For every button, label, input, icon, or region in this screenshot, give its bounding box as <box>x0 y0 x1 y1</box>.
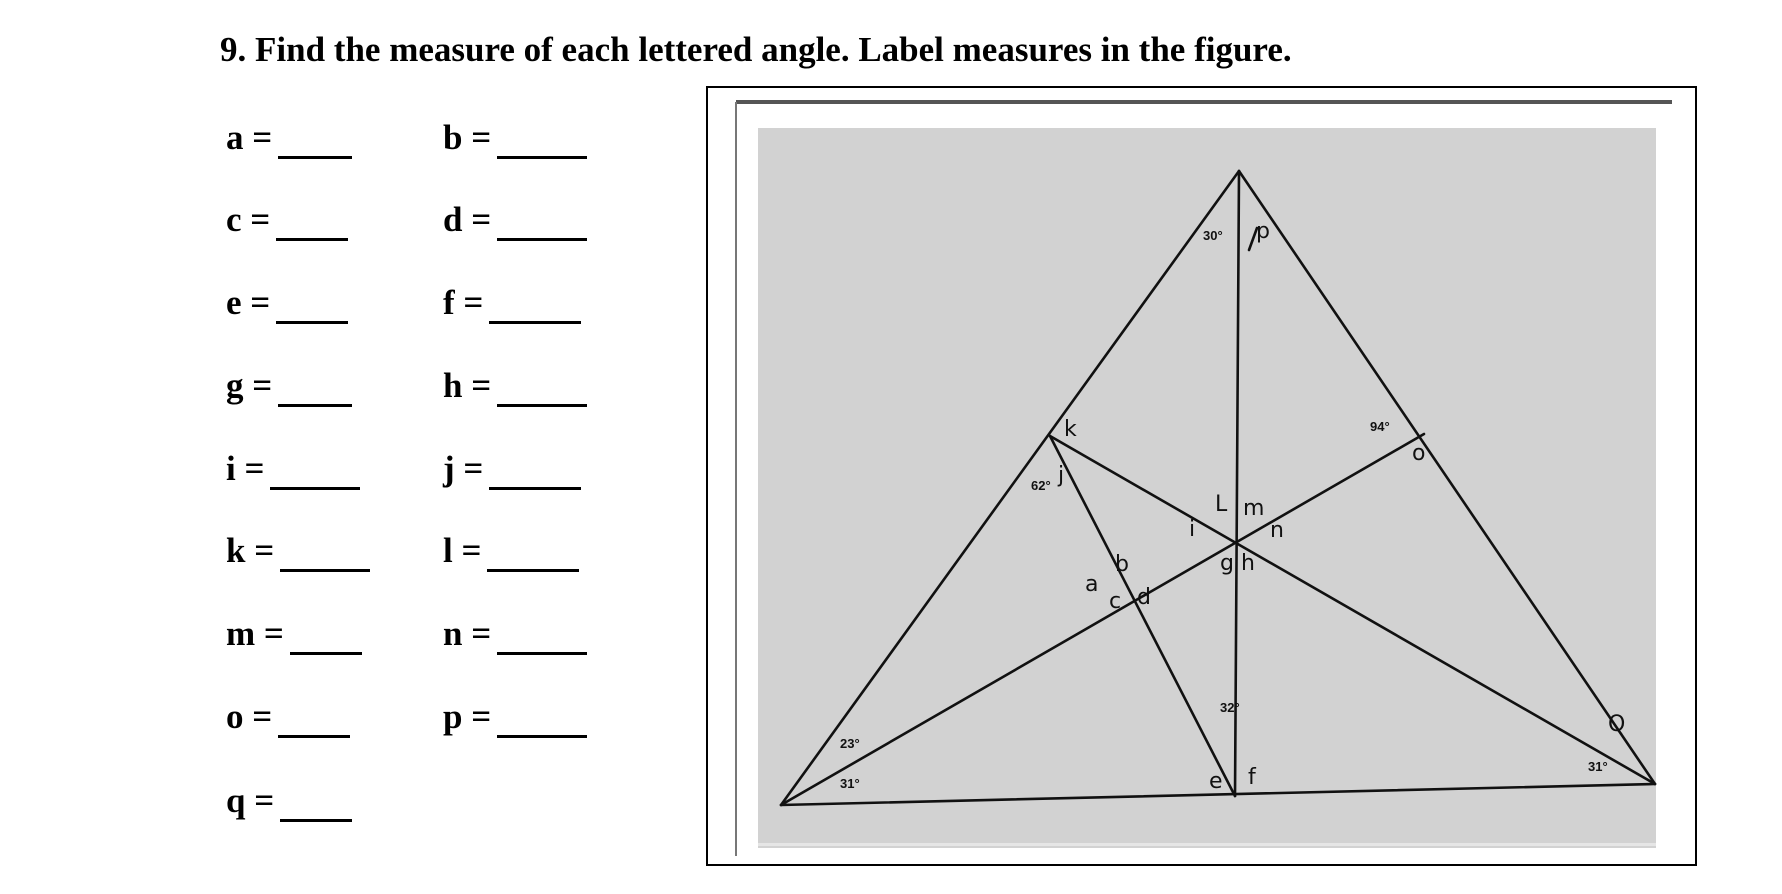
answer-c-blank[interactable] <box>276 206 348 241</box>
figure-frame <box>706 86 1697 866</box>
answer-e-blank[interactable] <box>276 289 348 324</box>
answer-b-blank[interactable] <box>497 124 587 159</box>
answer-b[interactable] <box>443 117 587 159</box>
angle-23: 23° <box>840 736 860 751</box>
answer-m[interactable] <box>226 613 362 655</box>
answer-d[interactable] <box>443 199 587 241</box>
answer-p-blank[interactable] <box>497 703 587 738</box>
letter-o: o <box>1412 441 1426 466</box>
answer-m-label: m = <box>226 614 284 653</box>
letter-q: Q <box>1608 712 1626 737</box>
answer-a-label: a = <box>226 118 273 157</box>
answer-j-label: j = <box>443 449 484 488</box>
answer-n-blank[interactable] <box>497 620 587 655</box>
answer-k[interactable] <box>226 530 370 572</box>
answer-a-blank[interactable] <box>278 124 352 159</box>
answer-h[interactable] <box>443 365 587 407</box>
answer-k-label: k = <box>226 531 275 570</box>
letter-f: f <box>1248 765 1256 790</box>
answer-o[interactable] <box>226 696 350 738</box>
letter-p: p <box>1256 219 1270 244</box>
answer-f-label: f = <box>443 283 484 322</box>
answer-p-label: p = <box>443 697 492 736</box>
angle-30: 30° <box>1203 228 1223 243</box>
angle-62: 62° <box>1031 478 1051 493</box>
angle-94: 94° <box>1370 419 1390 434</box>
angle-31-right: 31° <box>1588 759 1608 774</box>
letter-e: e <box>1209 769 1223 794</box>
answer-n-label: n = <box>443 614 492 653</box>
answer-c[interactable] <box>226 199 348 241</box>
letter-n: n <box>1270 518 1284 543</box>
letter-m: m <box>1243 496 1265 521</box>
answer-h-blank[interactable] <box>497 372 587 407</box>
angle-32: 32° <box>1220 700 1240 715</box>
answer-e[interactable] <box>226 282 348 324</box>
letter-a: a <box>1085 572 1099 597</box>
answer-e-label: e = <box>226 283 271 322</box>
letter-i: i <box>1189 517 1196 542</box>
answer-i-label: i = <box>226 449 265 488</box>
answer-l[interactable] <box>443 530 579 572</box>
triangle-figure <box>708 88 1695 864</box>
answer-d-label: d = <box>443 200 492 239</box>
answer-g-label: g = <box>226 366 273 405</box>
answer-i-blank[interactable] <box>270 455 360 490</box>
answer-b-label: b = <box>443 118 492 157</box>
answer-m-blank[interactable] <box>290 620 362 655</box>
answer-o-blank[interactable] <box>278 703 350 738</box>
letter-h: h <box>1241 551 1255 576</box>
answer-q-blank[interactable] <box>280 787 352 822</box>
answer-h-label: h = <box>443 366 492 405</box>
letter-g: g <box>1220 551 1234 576</box>
letter-b: b <box>1115 552 1129 577</box>
letter-j: j <box>1058 463 1065 488</box>
answer-j-blank[interactable] <box>489 455 581 490</box>
angle-31-left: 31° <box>840 776 860 791</box>
answer-q-label: q = <box>226 781 275 820</box>
answer-l-label: l = <box>443 531 482 570</box>
answer-f[interactable] <box>443 282 581 324</box>
answer-d-blank[interactable] <box>497 206 587 241</box>
answer-c-label: c = <box>226 200 271 239</box>
letter-d: d <box>1137 585 1151 610</box>
answer-i[interactable] <box>226 448 360 490</box>
letter-c: c <box>1109 589 1122 614</box>
answer-q[interactable] <box>226 780 352 822</box>
answer-p[interactable] <box>443 696 587 738</box>
answer-g-blank[interactable] <box>278 372 352 407</box>
problem-title: 9. Find the measure of each lettered angle. Label measures in the figure. <box>220 30 1292 69</box>
answer-k-blank[interactable] <box>280 537 370 572</box>
scan-edge-bottom <box>758 843 1656 846</box>
answer-g[interactable] <box>226 365 352 407</box>
answer-j[interactable] <box>443 448 581 490</box>
letter-k: k <box>1064 417 1077 442</box>
answer-n[interactable] <box>443 613 587 655</box>
answer-a[interactable] <box>226 117 352 159</box>
answer-l-blank[interactable] <box>487 537 579 572</box>
letter-l: L <box>1215 492 1228 517</box>
answer-o-label: o = <box>226 697 273 736</box>
answer-f-blank[interactable] <box>489 289 581 324</box>
